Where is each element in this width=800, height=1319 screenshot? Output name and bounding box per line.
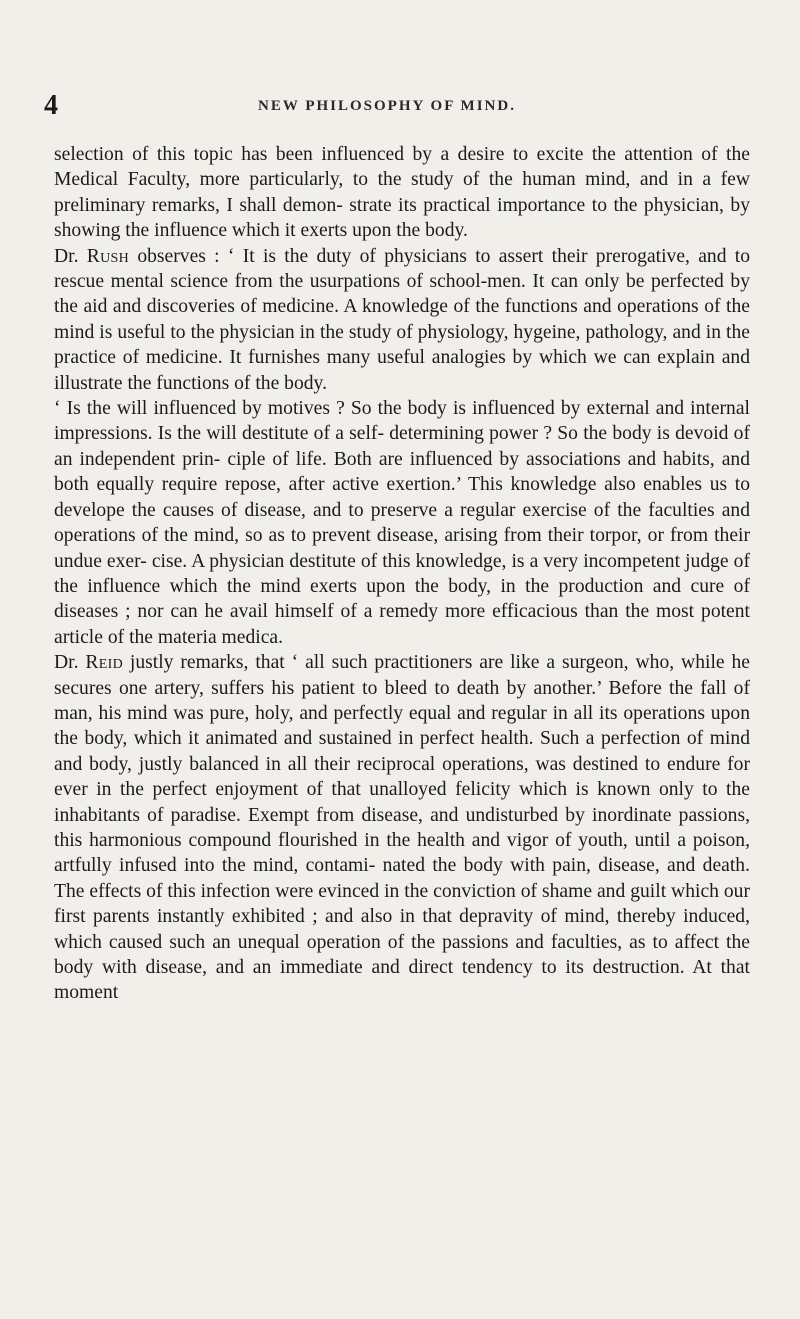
author-name: Reid	[85, 652, 124, 674]
page-number: 4	[44, 90, 58, 121]
author-prefix: Dr.	[54, 652, 86, 674]
author-name: Rush	[86, 245, 130, 267]
paragraph-text: selection of this topic has been influenced by a desire to excite the attention of the Medical Faculty, more particularly, to the study of the human mind, and in a few preliminary remarks, I shall demon- strate its practical importance to the physician, by showing the influence which it exerts upon the body.	[54, 144, 750, 242]
paragraph	[54, 650, 750, 1006]
body-text	[54, 142, 750, 1006]
paragraph-text: observes : ‘ It is the duty of physicians to assert their prerogative, and to rescue mental science from the usurpations of school-men. It can only be perfected by the aid and discoveries of medicine. A knowledge of the functions and operations of the mind is useful to the physician in the study of physiology, hygeine, pathology, and in the practice of medicine. It furnishes many useful analogies by which we can explain and illustrate the functions of the body.	[54, 245, 751, 394]
paragraph	[54, 142, 750, 244]
author-prefix: Dr.	[54, 245, 87, 267]
running-head	[44, 86, 756, 126]
paragraph	[54, 244, 750, 396]
paragraph-text: ‘ Is the will influenced by motives ? So the body is influenced by external and internal impressions. Is the will destitute of a self- determining power ? So the body is devoid of an independent prin- ciple of life. Both are influenced by associations and habits, and both equally require repose, after active exertion.’ This knowledge also enables us to develope the causes of disease, and to preserve a regular exercise of the faculties and operations of the mind, so as to prevent disease, arising from their torpor, or from their undue exer- cise. A physician destitute of this knowledge, is a very incompetent judge of the influence which the mind exerts upon the body, in the production and cure of diseases ; nor can he avail himself of a remedy more efficacious than the most potent article of the materia medica.	[54, 398, 750, 648]
paragraph	[54, 396, 750, 650]
running-title: NEW PHILOSOPHY OF MIND.	[258, 98, 516, 114]
paragraph-text: justly remarks, that ‘ all such practitioners are like a surgeon, who, while he secures one artery, suffers his patient to bleed to death by another.’ Before the fall of man, his mind was pure, holy, and perfectly equal and regular in all its operations upon the body, which it animated and sustained in perfect health. Such a perfection of mind and body, justly balanced in all their reciprocal operations, was destined to endure for ever in the perfect enjoyment of that unalloyed felicity which is known only to the inhabitants of paradise. Exempt from disease, and undisturbed by inordinate passions, this harmonious compound flourished in the health and vigor of youth, until a poison, artfully infused into the mind, contami- nated the body with pain, disease, and death. The effects of this infection were evinced in the conviction of shame and guilt which our first parents instantly exhibited ; and also in that depravity of mind, thereby induced, which caused such an unequal operation of the passions and faculties, as to affect the body with disease, and an immediate and direct tendency to its destruction. At that moment	[54, 652, 751, 1004]
